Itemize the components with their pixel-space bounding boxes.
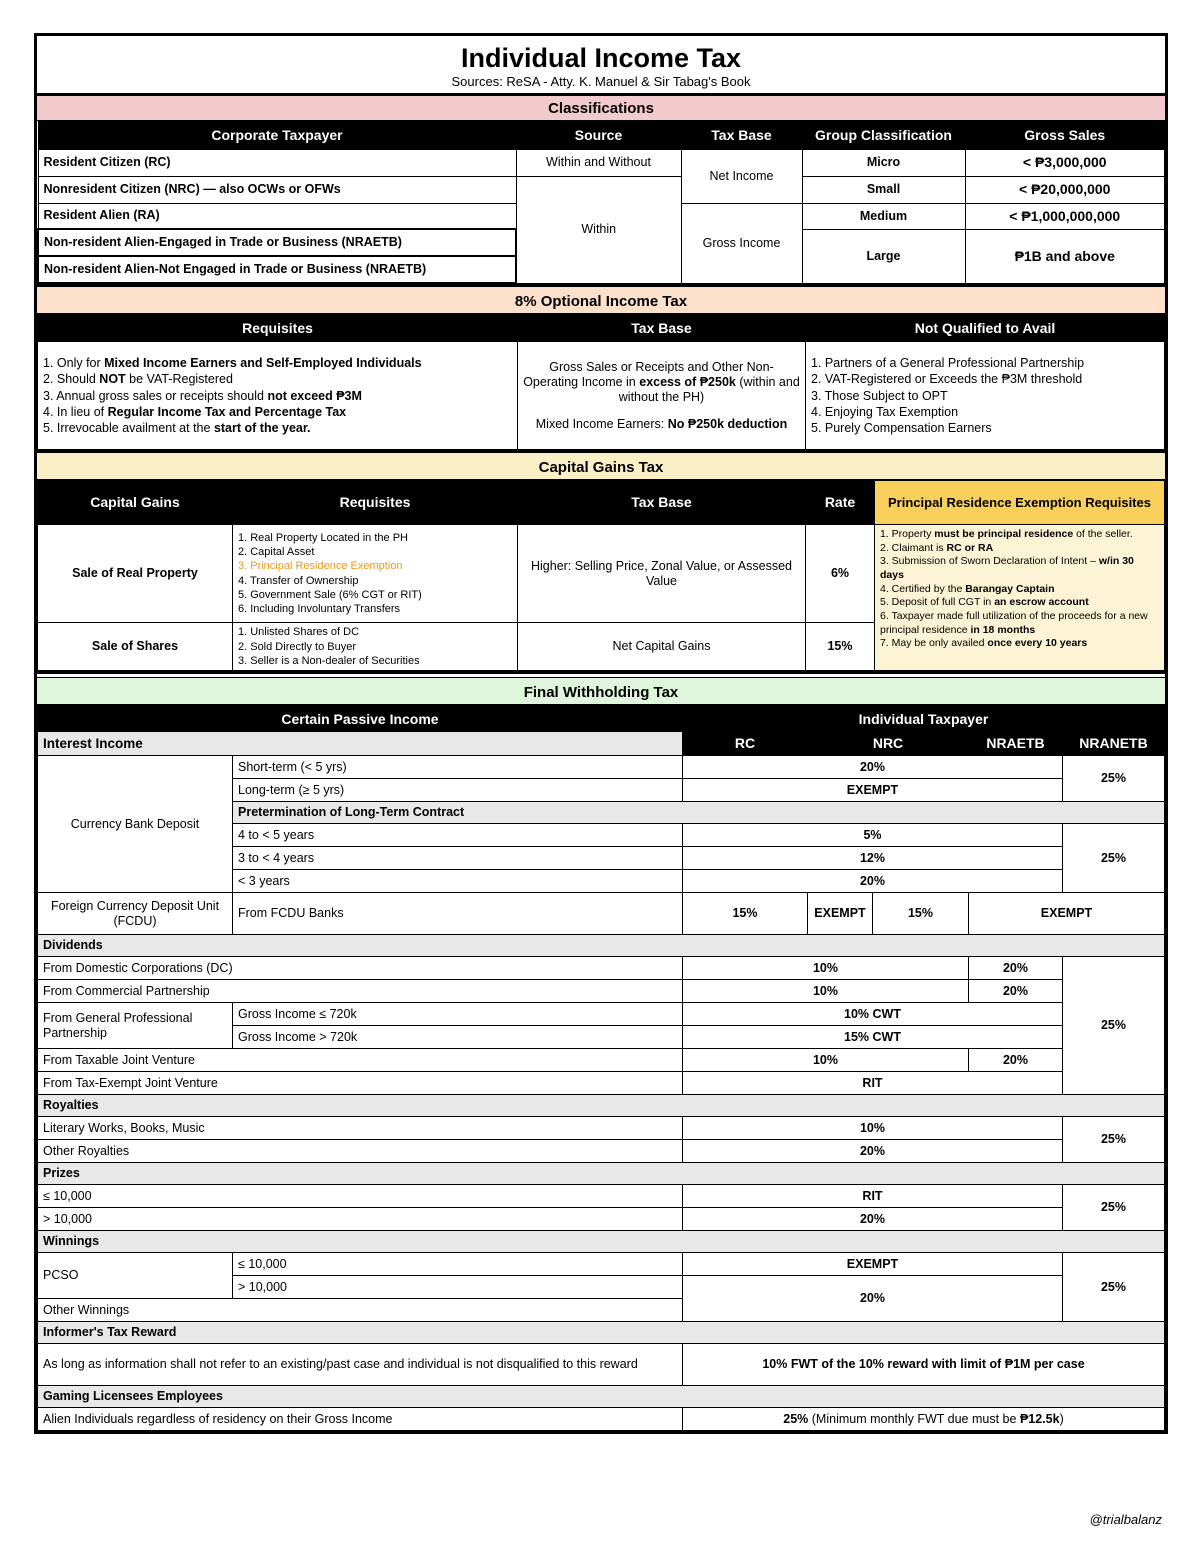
col-rc: RC [683,732,808,756]
div-nranetb-rate: 25% [1063,957,1165,1095]
optional-table [37,314,1165,450]
optional-tax-base: Gross Sales or Receipts and Other Non-Operating Income in excess of ₱250k (within and without the PH) Mixed Income Earners: No ₱250k deduction [518,342,806,450]
classifications-table [37,121,1165,285]
sales-small: < ₱20,000,000 [965,176,1165,203]
col-requisites: Requisites [38,315,518,342]
win-pcso-le: ≤ 10,000 [233,1253,683,1276]
optional-not-qualified: 1. Partners of a General Professional Partnership 2. VAT-Registered or Exceeds the ₱3M threshold 3. Those Subject to OPT 4. Enjoying Tax Exemption 5. Purely Compensation Earners [806,342,1165,450]
interest-income-header: Interest Income [38,732,683,756]
roy-nranetb-rate: 25% [1063,1117,1165,1163]
col-cgt-requisites: Requisites [233,481,518,525]
page-title: Individual Income Tax [460,43,742,73]
fcdu-ra: 15% [873,893,969,935]
win-pcso-gt: > 10,000 [233,1276,683,1299]
col-tax-base: Tax Base [681,121,802,149]
roy-other: Other Royalties [38,1140,683,1163]
prize-gt: > 10,000 [38,1208,683,1231]
shares-rate: 15% [806,623,875,671]
sale-of-shares: Sale of Shares [38,623,233,671]
pt-3-4: 3 to < 4 years [233,847,683,870]
currency-bank-deposit: Currency Bank Deposit [38,756,233,893]
long-term-rate: EXEMPT [683,779,1063,802]
optional-requisites: 1. Only for Mixed Income Earners and Self-Employed Individuals 2. Should NOT be VAT-Registered 3. Annual gross sales or receipts should not exceed ₱3M 4. In lieu of Regular Income Tax and Percentage Tax 5. Irrevocable availment at the start of the year. [38,342,518,450]
col-passive-income: Certain Passive Income [38,708,683,732]
div-gpp: From General Professional Partnership [38,1003,233,1049]
informer-header: Informer's Tax Reward [38,1322,1165,1344]
base-gross-income: Gross Income [681,203,802,283]
div-dc-rate: 10% [683,957,969,980]
real-property-requisites: 1. Real Property Located in the PH 2. Capital Asset 3. Principal Residence Exemption 4. Transfer of Ownership 5. Government Sale (6% CGT or RIT) 6. Including Involuntary Transfers [233,525,518,623]
page-subtitle: Sources: ReSA - Atty. K. Manuel & Sir Tabag's Book [451,73,751,89]
roy-literary-rate: 10% [683,1117,1063,1140]
pt-lt-3: < 3 years [233,870,683,893]
prize-gt-rate: 20% [683,1208,1063,1231]
cgt-band: Capital Gains Tax [37,450,1165,480]
fwt-band: Final Withholding Tax [37,677,1165,707]
gaming-header: Gaming Licensees Employees [38,1386,1165,1408]
taxpayer-nraetb: Non-resident Alien-Engaged in Trade or Business (NRAETB) [38,229,516,256]
prize-le: ≤ 10,000 [38,1185,683,1208]
real-property-rate: 6% [806,525,875,623]
roy-literary: Literary Works, Books, Music [38,1117,683,1140]
pretermination-header: Pretermination of Long-Term Contract [233,802,1165,824]
div-gpp-gt-rate: 15% CWT [683,1026,1063,1049]
shares-base: Net Capital Gains [518,623,806,671]
win-nranetb-rate: 25% [1063,1253,1165,1322]
taxpayer-nrc: Nonresident Citizen (NRC) — also OCWs or OFWs [38,176,516,203]
base-net-income: Net Income [681,149,802,203]
pt-nranetb-rate: 25% [1063,824,1165,893]
div-dc-nraetb: 20% [969,957,1063,980]
informer-text: As long as information shall not refer to an existing/past case and individual is not disqualified to this reward [38,1344,683,1386]
group-large: Large [802,229,965,283]
fcdu-from: From FCDU Banks [233,893,683,935]
group-medium: Medium [802,203,965,229]
col-nrc: NRC [808,732,969,756]
div-tjv-nraetb: 20% [969,1049,1063,1072]
royalties-header: Royalties [38,1095,1165,1117]
div-tejv: From Tax-Exempt Joint Venture [38,1072,683,1095]
header [37,36,1165,96]
shares-requisites: 1. Unlisted Shares of DC 2. Sold Directly to Buyer 3. Seller is a Non-dealer of Securities [233,623,518,671]
col-nraetb: NRAETB [969,732,1063,756]
sales-micro: < ₱3,000,000 [965,149,1165,176]
fwt-table [37,707,1165,1431]
informer-rate: 10% FWT of the 10% reward with limit of ₱1M per case [683,1344,1165,1386]
roy-other-rate: 20% [683,1140,1063,1163]
div-tejv-rate: RIT [683,1072,1063,1095]
dividends-header: Dividends [38,935,1165,957]
div-gpp-le-rate: 10% CWT [683,1003,1063,1026]
win-pcso-le-rate: EXEMPT [683,1253,1063,1276]
group-micro: Micro [802,149,965,176]
principal-residence-requisites: 1. Property must be principal residence of the seller. 2. Claimant is RC or RA 3. Submission of Sworn Declaration of Intent – w/in 30 days 4. Certified by the Barangay Captain 5. Deposit of full CGT in an escrow account 6. Taxpayer made full utilization of the proceeds for a new principal residence in 18 months 7. May be only availed once every 10 years [875,525,1165,671]
fcdu-nrc: EXEMPT [808,893,873,935]
pt-4-5: 4 to < 5 years [233,824,683,847]
source-within-without: Within and Without [516,149,681,176]
fcdu-nra: EXEMPT [969,893,1165,935]
interest-nranetb-rate: 25% [1063,756,1165,802]
col-principal-residence: Principal Residence Exemption Requisites [875,481,1165,525]
col-gross-sales: Gross Sales [965,121,1165,149]
pt-3-4-rate: 12% [683,847,1063,870]
real-property-base: Higher: Selling Price, Zonal Value, or Assessed Value [518,525,806,623]
win-other-rate: 20% [683,1276,1063,1322]
div-gpp-gt: Gross Income > 720k [233,1026,683,1049]
prize-le-rate: RIT [683,1185,1063,1208]
taxpayer-ra: Resident Alien (RA) [38,203,516,229]
div-gpp-le: Gross Income ≤ 720k [233,1003,683,1026]
div-dc: From Domestic Corporations (DC) [38,957,683,980]
short-term: Short-term (< 5 yrs) [233,756,683,779]
prize-nranetb-rate: 25% [1063,1185,1165,1231]
fcdu: Foreign Currency Deposit Unit (FCDU) [38,893,233,935]
author-handle: @trialbalanz [1089,1512,1162,1527]
div-cp-rate: 10% [683,980,969,1003]
sales-medium: < ₱1,000,000,000 [965,203,1165,229]
prizes-header: Prizes [38,1163,1165,1185]
short-term-rate: 20% [683,756,1063,779]
div-cp: From Commercial Partnership [38,980,683,1003]
sales-large: ₱1B and above [965,229,1165,283]
col-cgt-tax-base: Tax Base [518,481,806,525]
cgt-table [37,480,1165,671]
taxpayer-rc: Resident Citizen (RC) [38,149,516,176]
long-term: Long-term (≥ 5 yrs) [233,779,683,802]
col-corporate-taxpayer: Corporate Taxpayer [38,121,516,149]
win-pcso: PCSO [38,1253,233,1299]
col-rate: Rate [806,481,875,525]
col-capital-gains: Capital Gains [38,481,233,525]
sale-real-property: Sale of Real Property [38,525,233,623]
col-source: Source [516,121,681,149]
col-individual-taxpayer: Individual Taxpayer [683,708,1165,732]
winnings-header: Winnings [38,1231,1165,1253]
classifications-band: Classifications [37,96,1165,121]
gaming-rate: 25% (Minimum monthly FWT due must be ₱12.5k) [683,1408,1165,1431]
optional-band: 8% Optional Income Tax [37,284,1165,314]
div-cp-nraetb: 20% [969,980,1063,1003]
col-group-classification: Group Classification [802,121,965,149]
div-tjv: From Taxable Joint Venture [38,1049,683,1072]
tax-sheet [34,33,1168,1434]
taxpayer-nranetb: Non-resident Alien-Not Engaged in Trade or Business (NRAETB) [38,256,516,283]
div-tjv-rate: 10% [683,1049,969,1072]
fcdu-rc: 15% [683,893,808,935]
win-other: Other Winnings [38,1299,683,1322]
col-nranetb: NRANETB [1063,732,1165,756]
col-not-qualified: Not Qualified to Avail [806,315,1165,342]
pt-lt-3-rate: 20% [683,870,1063,893]
gaming-text: Alien Individuals regardless of residency on their Gross Income [38,1408,683,1431]
pt-4-5-rate: 5% [683,824,1063,847]
group-small: Small [802,176,965,203]
col-optional-tax-base: Tax Base [518,315,806,342]
source-within: Within [516,176,681,283]
